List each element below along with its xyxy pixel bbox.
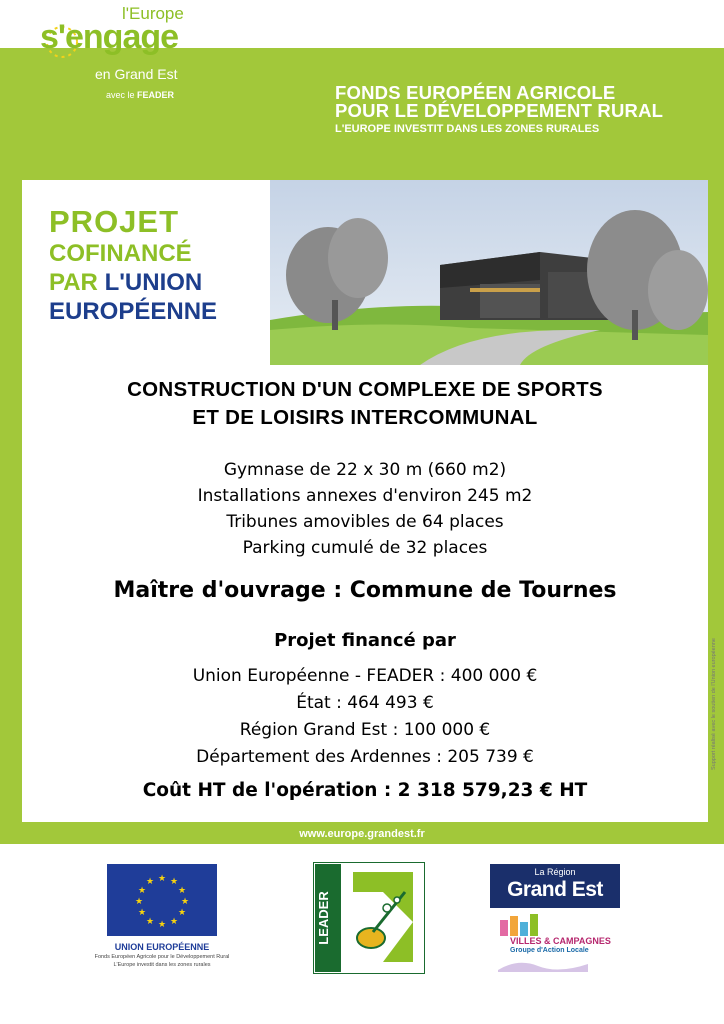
project-title-line1: CONSTRUCTION D'UN COMPLEXE DE SPORTS [127, 378, 603, 401]
region-line2: Grand Est [507, 878, 603, 901]
eu-subtitle2: L'Europe investit dans les zones rurales [113, 962, 211, 968]
spec-item: Parking cumulé de 32 places [242, 538, 488, 558]
logo-line4-brand: FEADER [137, 90, 175, 100]
financed-by-title: Projet financé par [274, 630, 456, 651]
eu-name: UNION EUROPÉENNE [114, 942, 210, 952]
fund-tagline: L'EUROPE INVESTIT DANS LES ZONES RURALES [335, 123, 600, 135]
svg-text:★: ★ [169, 917, 179, 927]
logo-line4-prefix: avec le [106, 90, 138, 100]
svg-text:★: ★ [177, 908, 187, 918]
funder-item: Département des Ardennes : 205 739 € [196, 747, 534, 767]
region-line1: La Région [534, 867, 576, 877]
vc-line2: Groupe d'Action Locale [510, 947, 589, 954]
badge-line3b: L'UNION [104, 269, 203, 296]
maitre-ouvrage: Maître d'ouvrage : Commune de Tournes [113, 578, 617, 603]
cofinance-badge [22, 180, 272, 365]
logo-line1: l'Europe [122, 4, 184, 23]
spec-item: Gymnase de 22 x 30 m (660 m2) [223, 460, 507, 480]
vc-line1: VILLES & CAMPAGNES [510, 936, 611, 946]
fund-title-block [335, 84, 715, 135]
total-cost: Coût HT de l'opération : 2 318 579,23 € HT [142, 780, 588, 801]
vc-landscape-icon [498, 956, 588, 972]
badge-line3 [49, 269, 202, 297]
project-title-line2: ET DE LOISIRS INTERCOMMUNAL [192, 406, 538, 429]
badge-line4: EUROPÉENNE [49, 298, 218, 325]
svg-text:★: ★ [169, 877, 179, 887]
website-link[interactable]: www.europe.grandest.fr [299, 828, 425, 840]
funder-item: État : 464 493 € [296, 693, 434, 713]
badge-line1: PROJET [49, 204, 180, 239]
leader-logo [313, 862, 425, 974]
svg-text:★: ★ [145, 917, 155, 927]
svg-text:★: ★ [134, 897, 144, 907]
eu-subtitle1: Fonds Européen Agricole pour le Développement Rural [94, 954, 230, 960]
spec-item: Installations annexes d'environ 245 m2 [197, 486, 533, 506]
svg-text:★: ★ [145, 877, 155, 887]
logo-line3: en Grand Est [95, 66, 178, 82]
eu-logo [78, 862, 278, 974]
logo-line4 [106, 90, 174, 100]
spec-item: Tribunes amovibles de 64 places [226, 512, 504, 532]
vc-buildings-icon [496, 912, 546, 936]
eu-flag-icon [107, 864, 217, 936]
svg-text:★: ★ [137, 908, 147, 918]
funder-item: Union Européenne - FEADER : 400 000 € [192, 666, 538, 686]
badge-line2: COFINANCÉ [49, 240, 192, 267]
content-panel [22, 180, 708, 822]
side-note: Support réalisé avec le soutien de l'Union européenne [711, 638, 717, 770]
svg-text:★: ★ [137, 886, 147, 896]
svg-text:★: ★ [177, 886, 187, 896]
europe-sengage-logo [40, 2, 210, 102]
svg-text:★: ★ [157, 920, 167, 930]
svg-text:★: ★ [157, 874, 167, 884]
villes-campagnes-logo [488, 912, 618, 974]
leader-text: LEADER [316, 891, 331, 945]
logo-line2: s'engage [40, 18, 179, 56]
fund-title-line1: FONDS EUROPÉEN AGRICOLE [335, 82, 616, 103]
region-grand-est-logo [490, 864, 620, 908]
badge-line3a: PAR [49, 269, 105, 296]
building-rendering-image [270, 180, 708, 365]
funder-item: Région Grand Est : 100 000 € [239, 720, 491, 740]
fund-title-line2: POUR LE DÉVELOPPEMENT RURAL [335, 100, 664, 121]
svg-text:★: ★ [180, 897, 190, 907]
